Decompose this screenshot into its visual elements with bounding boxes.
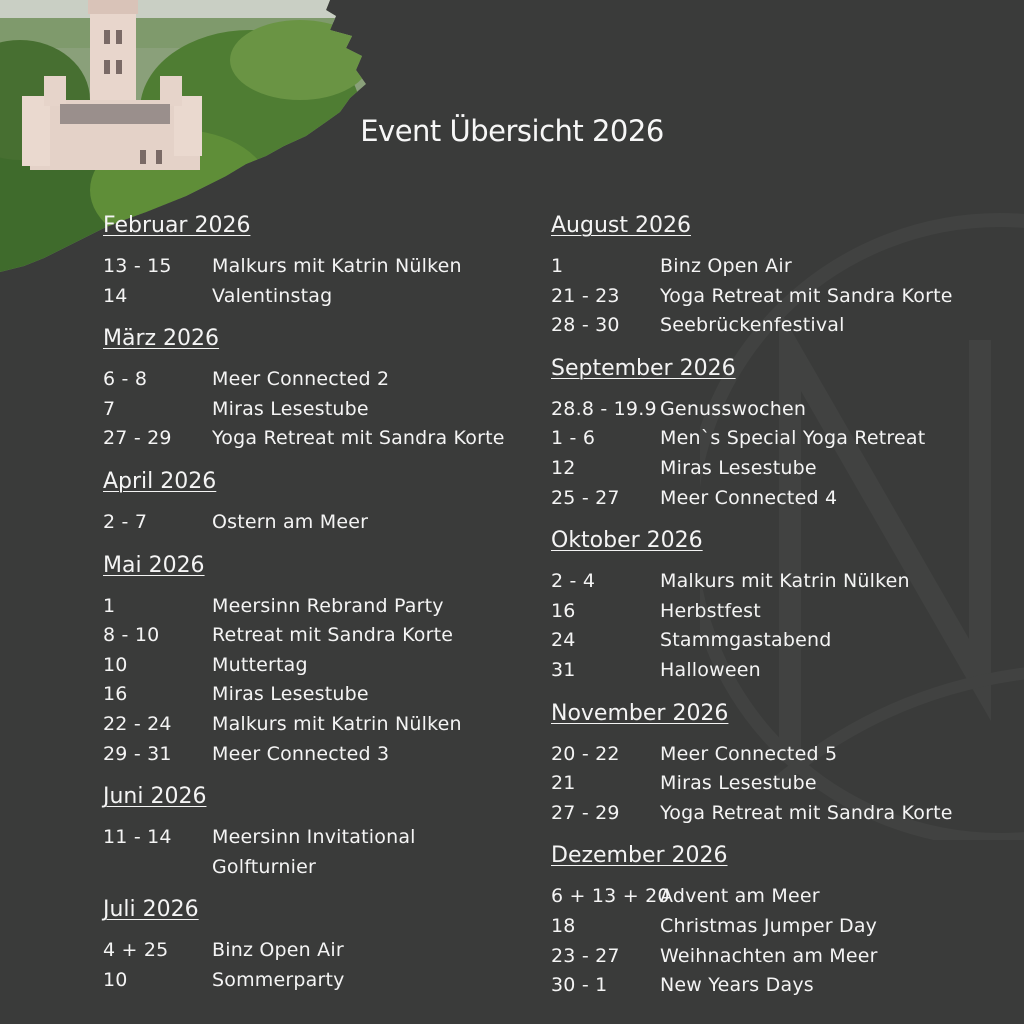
- event-date: 11 - 14: [103, 826, 172, 849]
- event-date: 22 - 24: [103, 712, 172, 735]
- event-name: Halloween: [660, 658, 761, 681]
- event-row: [551, 282, 991, 312]
- event-name: Miras Lesestube: [660, 772, 817, 795]
- event-date: 29 - 31: [103, 742, 172, 765]
- event-row: [551, 799, 991, 829]
- event-date: 12: [551, 456, 576, 479]
- event-date: 10: [103, 653, 128, 676]
- event-name: Muttertag: [212, 653, 308, 676]
- event-date: 2 - 4: [551, 570, 596, 593]
- event-name: Genusswochen: [660, 397, 807, 420]
- event-name: Miras Lesestube: [212, 397, 369, 420]
- event-name: Herbstfest: [660, 599, 761, 622]
- event-row: [551, 597, 991, 627]
- event-date: 28.8 - 19.9: [551, 397, 657, 420]
- month-heading: Mai 2026: [103, 552, 205, 578]
- month-section: [103, 323, 543, 466]
- event-row: [551, 484, 991, 514]
- event-row: [551, 942, 991, 972]
- event-name: Weihnachten am Meer: [660, 944, 878, 967]
- event-name: Binz Open Air: [212, 939, 344, 962]
- event-row: [103, 282, 543, 312]
- month-section: [551, 525, 991, 697]
- event-date: 25 - 27: [551, 486, 620, 509]
- event-name: Seebrückenfestival: [660, 314, 845, 337]
- month-heading: September 2026: [551, 355, 736, 381]
- event-name: Miras Lesestube: [660, 456, 817, 479]
- event-row: [551, 882, 991, 912]
- month-section: [103, 781, 543, 894]
- event-name: Malkurs mit Katrin Nülken: [212, 255, 462, 277]
- event-date: 23 - 27: [551, 944, 620, 967]
- event-row: [551, 912, 991, 942]
- event-name: Golfturnier: [212, 855, 316, 878]
- event-name: Men`s Special Yoga Retreat: [660, 427, 926, 450]
- event-name: Sommerparty: [212, 968, 345, 991]
- month-heading: Februar 2026: [103, 213, 251, 238]
- month-heading: August 2026: [551, 213, 691, 238]
- event-name: Malkurs mit Katrin Nülken: [212, 712, 462, 735]
- event-name: Miras Lesestube: [212, 683, 369, 706]
- event-name: Yoga Retreat mit Sandra Korte: [660, 801, 953, 824]
- month-section: [551, 698, 991, 841]
- event-row: [103, 710, 543, 740]
- event-name: Meersinn Invitational: [212, 826, 416, 849]
- event-date: [103, 853, 212, 883]
- month-section: [103, 466, 543, 550]
- event-name: Christmas Jumper Day: [660, 914, 878, 937]
- event-date: 14: [103, 284, 128, 307]
- event-date: 28 - 30: [551, 314, 620, 337]
- event-name: Ostern am Meer: [212, 510, 369, 533]
- event-name: Meer Connected 5: [660, 742, 838, 765]
- event-date: 7: [103, 397, 116, 420]
- event-date: 27 - 29: [103, 427, 172, 450]
- right-column: [551, 210, 991, 1013]
- event-date: 20 - 22: [551, 742, 620, 765]
- event-date: 8 - 10: [103, 624, 160, 647]
- event-row: [103, 853, 543, 883]
- event-row: [551, 395, 991, 425]
- event-name: Binz Open Air: [660, 255, 792, 277]
- event-name: Yoga Retreat mit Sandra Korte: [212, 427, 505, 450]
- event-name: Meer Connected 2: [212, 368, 390, 391]
- event-date: 21 - 23: [551, 284, 620, 307]
- month-heading: Oktober 2026: [551, 528, 703, 554]
- event-row: [103, 395, 543, 425]
- event-name: Meer Connected 4: [660, 486, 838, 509]
- event-row: [103, 740, 543, 770]
- event-date: 21: [551, 772, 576, 795]
- event-date: 6 - 8: [103, 368, 148, 391]
- month-heading: Juli 2026: [103, 897, 199, 923]
- event-row: [551, 971, 991, 1001]
- event-row: [551, 626, 991, 656]
- month-section: [551, 840, 991, 1012]
- event-row: [103, 508, 543, 538]
- event-name: Yoga Retreat mit Sandra Korte: [660, 284, 953, 307]
- month-heading: November 2026: [551, 700, 729, 726]
- event-date: 1: [103, 594, 116, 617]
- event-row: [551, 656, 991, 686]
- event-date: 4 + 25: [103, 939, 169, 962]
- event-date: 18: [551, 914, 576, 937]
- month-section: [103, 894, 543, 1007]
- event-row: [551, 740, 991, 770]
- month-section: [551, 353, 991, 525]
- event-row: [551, 454, 991, 484]
- event-row: [551, 311, 991, 341]
- month-heading: Dezember 2026: [551, 843, 728, 869]
- event-row: [103, 365, 543, 395]
- month-heading: April 2026: [103, 468, 217, 494]
- page-title: Event Übersicht 2026: [360, 114, 664, 148]
- event-row: [551, 567, 991, 597]
- event-name: Meer Connected 3: [212, 742, 390, 765]
- month-heading: Juni 2026: [103, 784, 207, 810]
- event-row: [103, 424, 543, 454]
- left-column: [103, 210, 543, 1008]
- month-section: [551, 210, 991, 353]
- event-date: 6 + 13 + 20: [551, 885, 670, 908]
- event-date: 2 - 7: [103, 510, 148, 533]
- event-row: [103, 966, 543, 996]
- event-date: 1 - 6: [551, 427, 596, 450]
- event-row: [103, 651, 543, 681]
- event-date: 30 - 1: [551, 974, 608, 997]
- event-date: 31: [551, 658, 576, 681]
- event-date: 1: [551, 255, 564, 277]
- event-row: [103, 252, 543, 282]
- event-row: [103, 680, 543, 710]
- event-row: [551, 252, 991, 282]
- event-row: [551, 769, 991, 799]
- event-name: Meersinn Rebrand Party: [212, 594, 444, 617]
- event-name: Malkurs mit Katrin Nülken: [660, 570, 910, 593]
- month-heading: März 2026: [103, 326, 220, 352]
- event-row: [103, 621, 543, 651]
- event-row: [103, 936, 543, 966]
- event-row: [103, 823, 543, 853]
- event-row: [103, 592, 543, 622]
- event-row: [551, 424, 991, 454]
- event-name: Retreat mit Sandra Korte: [212, 624, 454, 647]
- event-date: 24: [551, 629, 576, 652]
- month-section: [103, 210, 543, 323]
- event-date: 27 - 29: [551, 801, 620, 824]
- event-date: 16: [551, 599, 576, 622]
- event-name: Valentinstag: [212, 284, 333, 307]
- event-name: Advent am Meer: [660, 885, 820, 908]
- month-section: [103, 550, 543, 782]
- event-name: New Years Days: [660, 974, 814, 997]
- event-name: Stammgastabend: [660, 629, 832, 652]
- event-date: 16: [103, 683, 128, 706]
- event-date: 10: [103, 968, 128, 991]
- event-date: 13 - 15: [103, 255, 172, 277]
